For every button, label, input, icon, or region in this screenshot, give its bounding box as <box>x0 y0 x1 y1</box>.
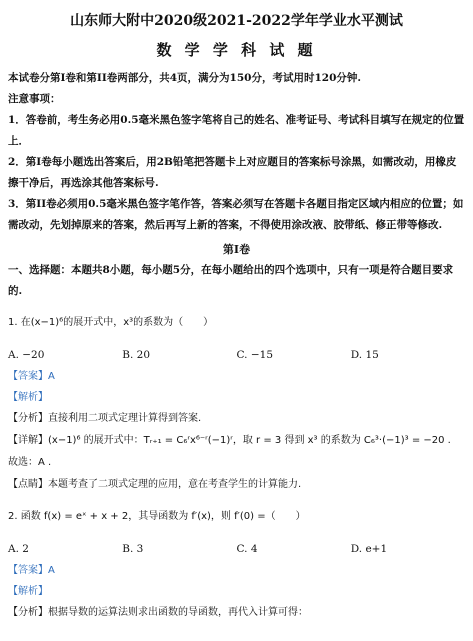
q1-conclusion: 故选：A . <box>8 457 52 468</box>
q2-choice-c: C. 4 <box>236 543 258 555</box>
q1-choice-d: D. 15 <box>350 349 379 361</box>
q1-xiangjie: 【详解】(x−1)⁶ 的展开式中：Tᵣ₊₁ = C₆ʳx⁶⁻ʳ(−1)ʳ，取 r = 3 得到 x³ 的系数为 C₆³·(−1)³ = −20 . <box>8 435 451 446</box>
q1-fenxi: 【分析】直接利用二项式定理计算得到答案. <box>8 413 202 424</box>
notice-item-2: 2．第I卷每小题选出答案后，用2B铅笔把答题卡上对应题目的答案标号涂黑，如需改动，用橡皮擦干净后，再选涂其他答案标号. <box>8 156 457 189</box>
q2-choice-d: D. e+1 <box>350 543 388 555</box>
section-instructions: 一、选择题：本题共8小题，每小题5分，在每小题给出的四个选项中，只有一项是符合题目要求的. <box>8 264 454 297</box>
q1-dianjing: 【点睛】本题考查了二项式定理的应用，意在考查学生的计算能力. <box>8 479 302 490</box>
section-title: 第I卷 <box>222 243 251 256</box>
q1-choice-a: A. −20 <box>8 349 45 361</box>
intro-text: 本试卷分第I卷和第II卷两部分，共4页，满分为150分，考试用时120分钟. <box>8 72 362 84</box>
exam-subject: 数 学 学 科 试 题 <box>156 41 317 59</box>
q2-analysis-label: 【解析】 <box>8 586 48 597</box>
q2-choice-a: A. 2 <box>8 543 29 555</box>
q1-choice-c: C. −15 <box>236 349 273 361</box>
q1-stem: 1. 在(x−1)⁶的展开式中，x³的系数为（ ） <box>8 317 214 328</box>
q2-answer: 【答案】A <box>8 565 55 576</box>
q2-fenxi: 【分析】根据导数的运算法则求出函数的导函数，再代入计算可得： <box>8 607 308 618</box>
q1-answer: 【答案】A <box>8 371 55 382</box>
q1-analysis-label: 【解析】 <box>8 392 48 403</box>
q1-choice-b: B. 20 <box>122 349 151 361</box>
q2-choices <box>8 538 465 560</box>
exam-title: 山东师大附中2020级2021-2022学年学业水平测试 <box>70 13 403 29</box>
q1-choices <box>8 344 465 366</box>
notice-heading: 注意事项： <box>8 93 61 105</box>
q2-choice-b: B. 3 <box>122 543 144 555</box>
notice-item-1: 1．答卷前，考生务必用0.5毫米黑色签字笔将自己的姓名、准考证号、考试科目填写在规定的位置上． <box>8 114 465 147</box>
notice-item-3: 3．第II卷必须用0.5毫米黑色签字笔作答，答案必须写在答题卡各题目指定区域内相应的位置；如需改动，先划掉原来的答案，然后再写上新的答案，不得使用涂改液、胶带纸、修正带等修改. <box>8 198 464 231</box>
q2-stem: 2. 函数 f(x) = eˣ + x + 2，其导函数为 f′(x)，则 f′(0) =（ ） <box>8 511 306 522</box>
